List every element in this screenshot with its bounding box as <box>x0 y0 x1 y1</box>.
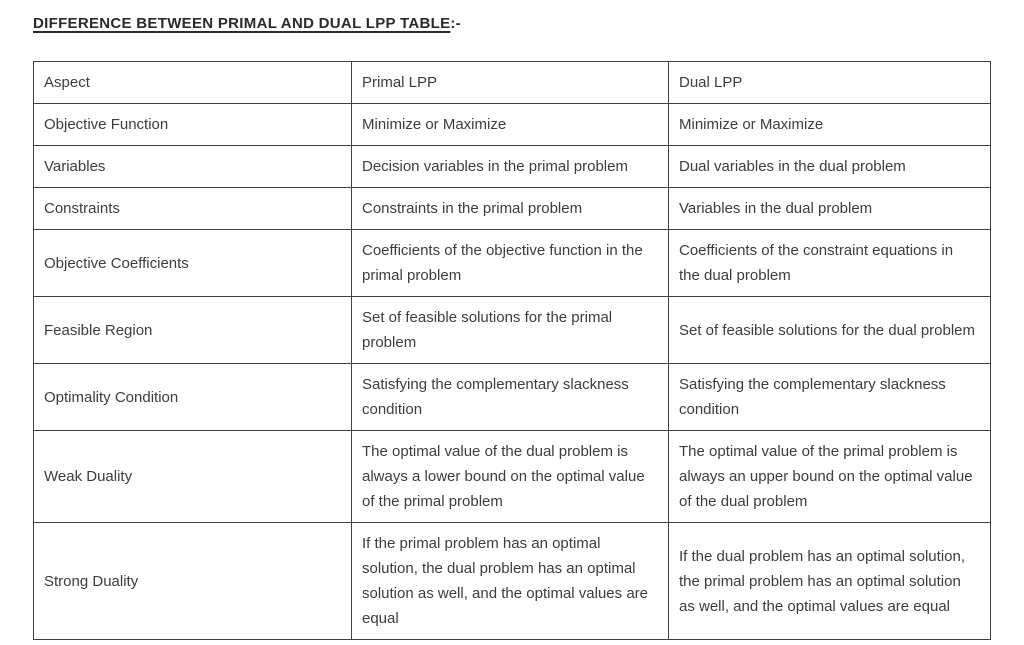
table-row <box>34 104 991 146</box>
table-cell-aspect: Constraints <box>34 188 352 230</box>
table-cell-dual: Variables in the dual problem <box>669 188 991 230</box>
primal-dual-comparison-table <box>33 61 991 640</box>
table-cell-primal: Decision variables in the primal problem <box>352 146 669 188</box>
table-cell-primal: Minimize or Maximize <box>352 104 669 146</box>
table-row <box>34 230 991 297</box>
table-row <box>34 364 991 431</box>
table-cell-primal: The optimal value of the dual problem is always a lower bound on the optimal value of the primal problem <box>352 431 669 523</box>
table-cell-primal: Satisfying the complementary slackness condition <box>352 364 669 431</box>
table-cell-primal: If the primal problem has an optimal solution, the dual problem has an optimal solution as well, and the optimal values are equal <box>352 523 669 640</box>
table-cell-dual: Dual variables in the dual problem <box>669 146 991 188</box>
table-cell-dual: Minimize or Maximize <box>669 104 991 146</box>
header-cell-aspect: Aspect <box>34 62 352 104</box>
table-header-row <box>34 62 991 104</box>
table-cell-aspect: Optimality Condition <box>34 364 352 431</box>
header-cell-primal: Primal LPP <box>352 62 669 104</box>
table-row <box>34 523 991 640</box>
table-cell-dual: Coefficients of the constraint equations in the dual problem <box>669 230 991 297</box>
table-cell-aspect: Strong Duality <box>34 523 352 640</box>
table-body <box>34 104 991 640</box>
table-cell-aspect: Weak Duality <box>34 431 352 523</box>
table-cell-dual: If the dual problem has an optimal solution, the primal problem has an optimal solution as well, and the optimal values are equal <box>669 523 991 640</box>
table-row <box>34 188 991 230</box>
page-title-suffix: :- <box>450 15 461 32</box>
page-title <box>33 15 1024 32</box>
table-cell-aspect: Objective Coefficients <box>34 230 352 297</box>
header-cell-dual: Dual LPP <box>669 62 991 104</box>
table-cell-aspect: Objective Function <box>34 104 352 146</box>
table-cell-primal: Set of feasible solutions for the primal problem <box>352 297 669 364</box>
table-cell-aspect: Feasible Region <box>34 297 352 364</box>
page-title-text: DIFFERENCE BETWEEN PRIMAL AND DUAL LPP TABLE <box>33 15 451 32</box>
table-cell-primal: Constraints in the primal problem <box>352 188 669 230</box>
table-row <box>34 146 991 188</box>
table-cell-primal: Coefficients of the objective function in the primal problem <box>352 230 669 297</box>
table-cell-aspect: Variables <box>34 146 352 188</box>
table-row <box>34 431 991 523</box>
table-cell-dual: Set of feasible solutions for the dual problem <box>669 297 991 364</box>
table-row <box>34 297 991 364</box>
table-cell-dual: The optimal value of the primal problem is always an upper bound on the optimal value of the dual problem <box>669 431 991 523</box>
table-cell-dual: Satisfying the complementary slackness condition <box>669 364 991 431</box>
